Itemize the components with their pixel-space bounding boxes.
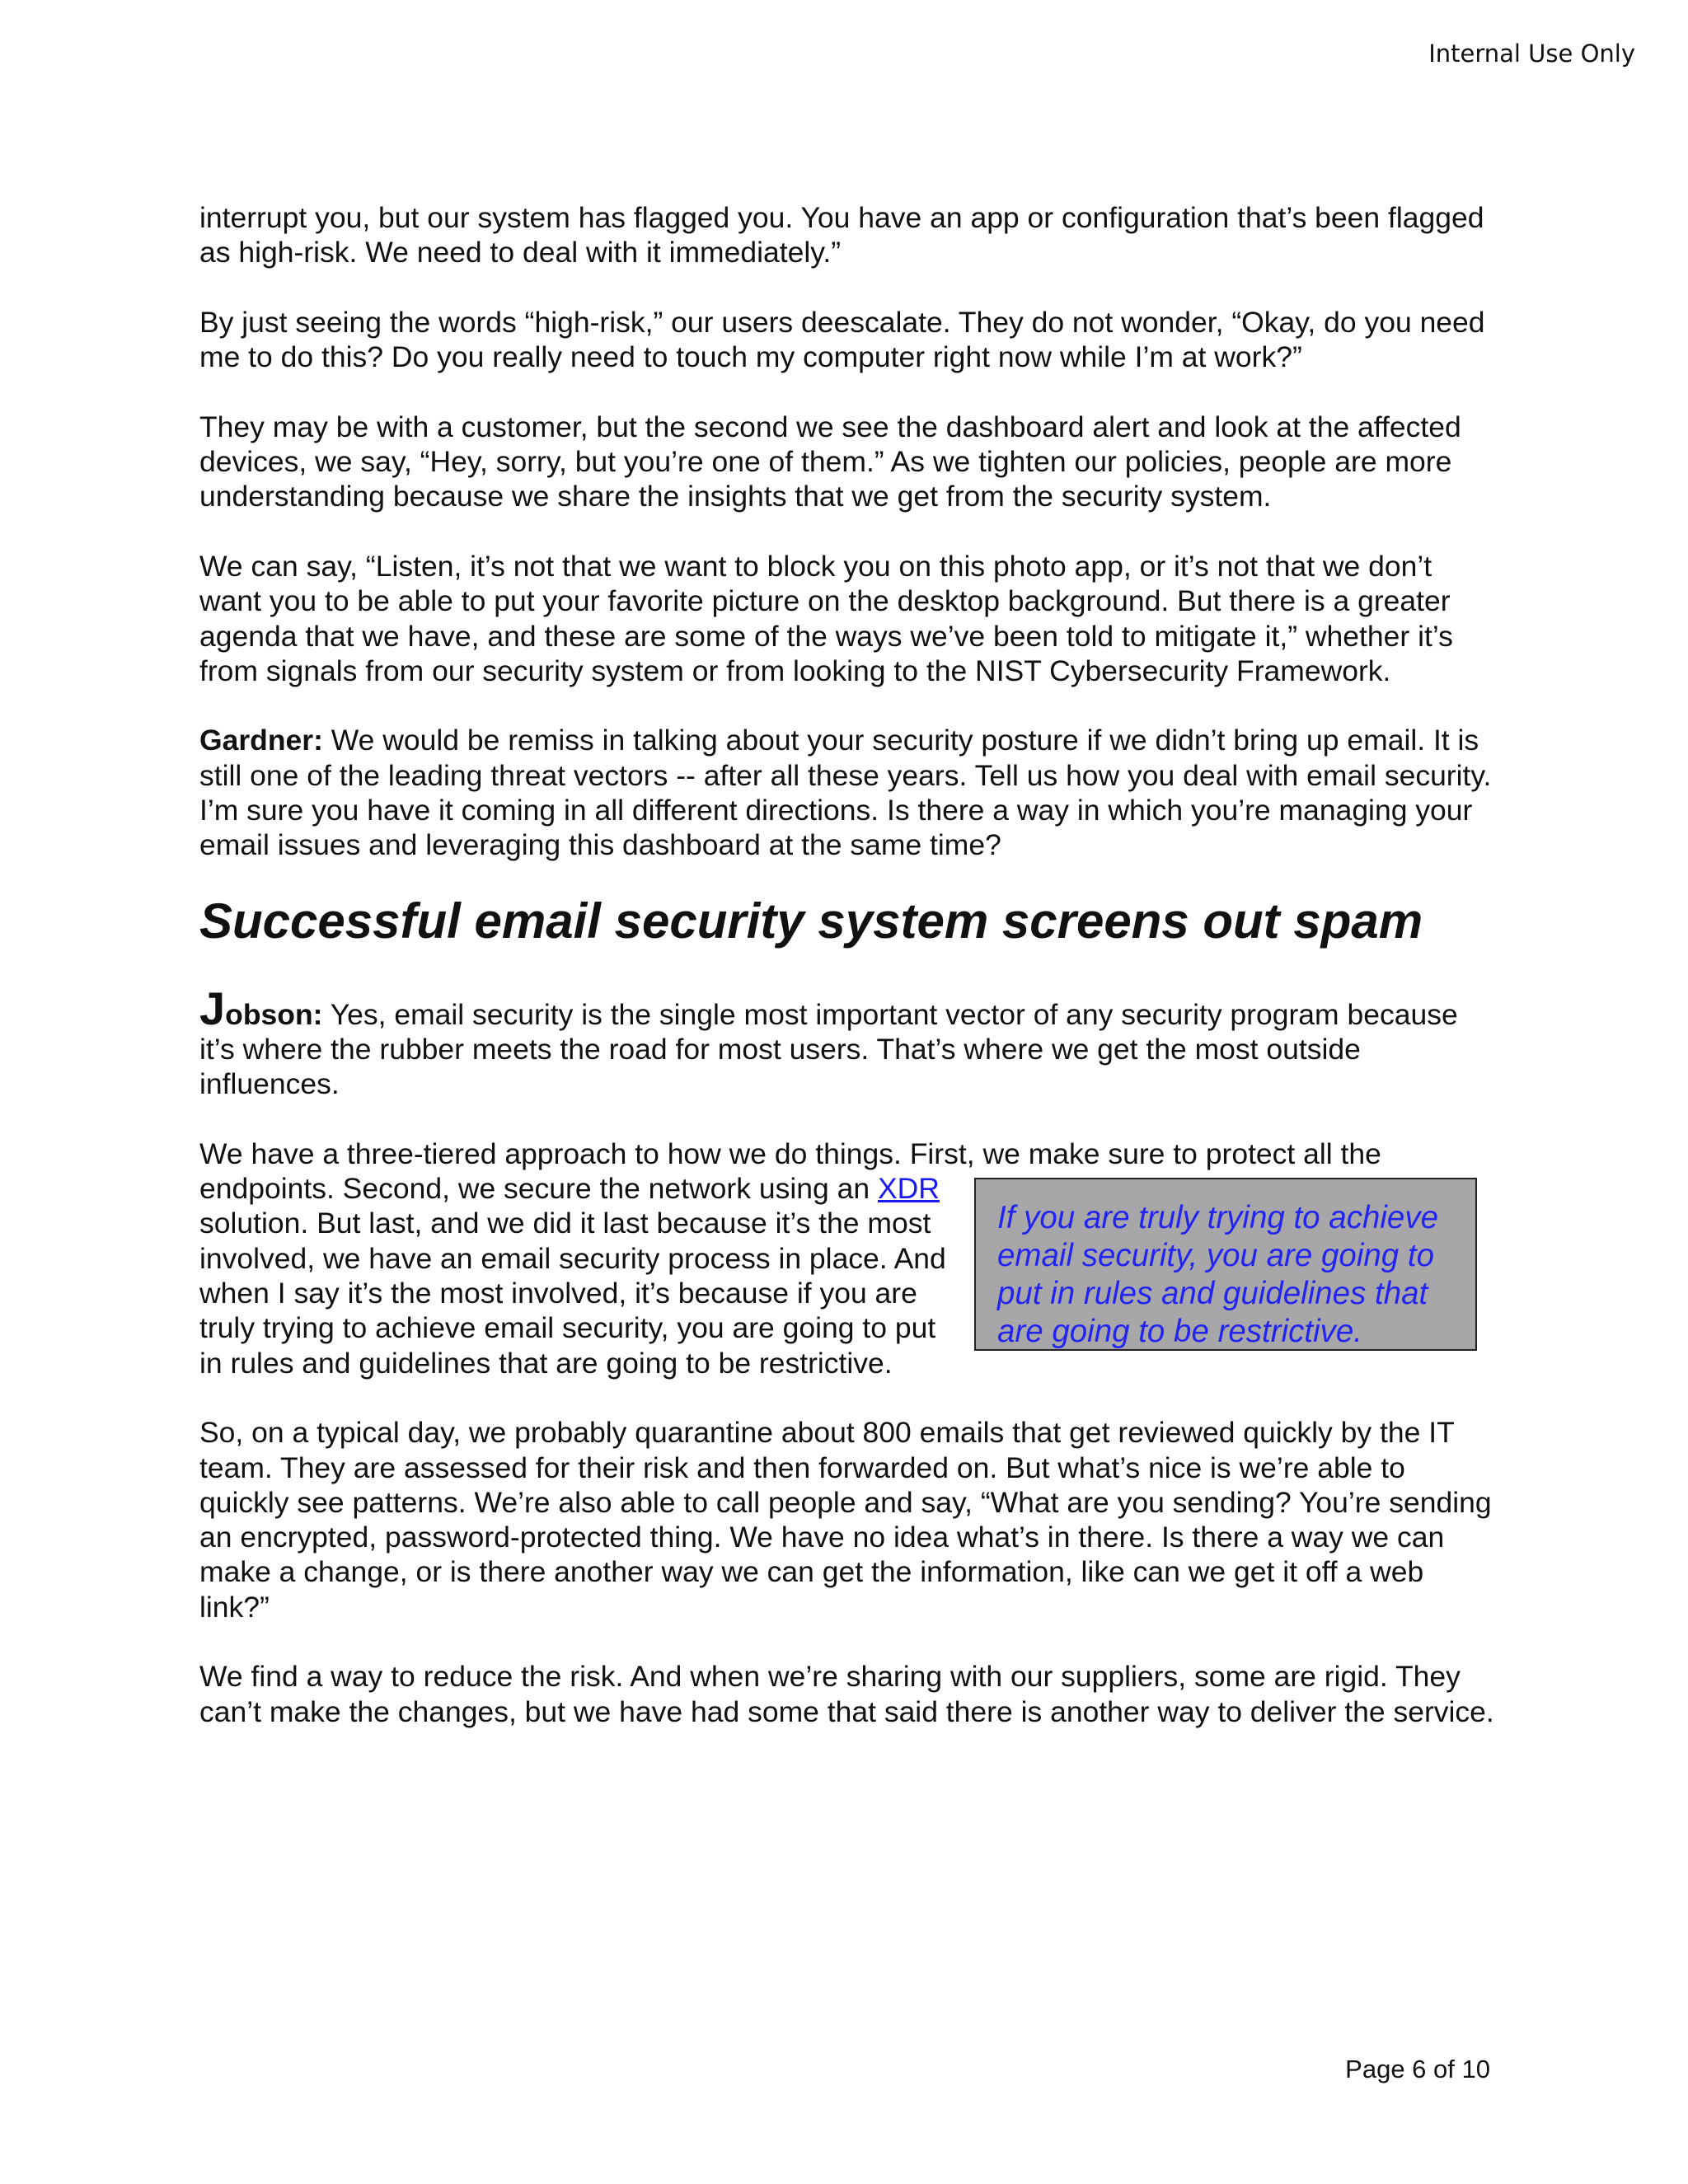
paragraph-6 (199, 982, 1500, 1102)
paragraph-1: interrupt you, but our system has flagged you. You have an app or configuration that’s been flagged as high-risk. We need to deal with it immediately.” (199, 201, 1484, 269)
drop-cap-letter: J (199, 982, 226, 1034)
paragraph-4: We can say, “Listen, it’s not that we want to block you on this photo app, or it’s not that we don’t want you to be able to put your favorite picture on the desktop background. But there is a greater agenda that we have, and these are some of the ways we’ve been told to mitigate it,” whether it’s from signals from our security system or from looking to the NIST Cybersecurity Framework. (199, 549, 1453, 687)
paragraph-7-end: solution. But last, and we did it last because it’s the most involved, we have an email security process in place. And when I say it’s the most involved, it’s because if you are truly trying to achieve email security, you are going to put in rules and guidelines that are going to be restrictive. (199, 1207, 946, 1380)
paragraph-6-text: Yes, email security is the single most important vector of any security program because it’s where the rubber meets the road for most users. That’s where we get the most outside influences. (199, 997, 1458, 1101)
wrapped-text-area (199, 1137, 1500, 1380)
paragraph-5-text: We would be remiss in talking about your security posture if we didn’t bring up email. It is still one of the leading threat vectors -- after all these years. Tell us how you deal with email security. I’m sure you have it coming in all different directions. Is there a way in which you’re managing your email issues and leveraging this dashboard at the same time? (199, 724, 1492, 862)
paragraph-7 (199, 1137, 1500, 1380)
paragraph-3: They may be with a customer, but the second we see the dashboard alert and look at the affected devices, we say, “Hey, sorry, but you’re one of them.” As we tighten our policies, people are more understanding because we share the insights that we get from the security system. (199, 410, 1461, 513)
page-number: Page 6 of 10 (1345, 2055, 1490, 2083)
paragraph-2: By just seeing the words “high-risk,” our users deescalate. They do not wonder, “Okay, do you need me to do this? Do you really need to touch my computer right now while I’m at work?” (199, 305, 1485, 374)
xdr-link[interactable]: XDR (877, 1172, 940, 1206)
page-header-label: Internal Use Only (1428, 40, 1635, 68)
paragraph-5 (199, 723, 1500, 862)
speaker-name-gardner: Gardner: (199, 724, 323, 757)
section-heading: Successful email security system screens out spam (199, 893, 1423, 949)
speaker-name-jobson: obson: (225, 997, 323, 1031)
pull-quote-callout: If you are truly trying to achieve email security, you are going to put in rules and guidelines that are going to be restrictive. (974, 1178, 1477, 1351)
document-body (199, 200, 1500, 1764)
paragraph-9: We find a way to reduce the risk. And when we’re sharing with our suppliers, some are rigid. They can’t make the changes, but we have had some that said there is another way to deliver the service. (199, 1660, 1494, 1728)
paragraph-8: So, on a typical day, we probably quarantine about 800 emails that get reviewed quickly by the IT team. They are assessed for their risk and then forwarded on. But what’s nice is we’re able to quickly see patterns. We’re also able to call people and say, “What are you sending? You’re sending an encrypted, password-protected thing. We have no idea what’s in there. Is there a way we can make a change, or is there another way we can get the information, like can we get it off a web link?” (199, 1416, 1492, 1624)
paragraph-7-start: We have a three-tiered approach to how we do things. First, we make sure to protect all the endpoints. Second, we secure the network using an (199, 1137, 1381, 1206)
